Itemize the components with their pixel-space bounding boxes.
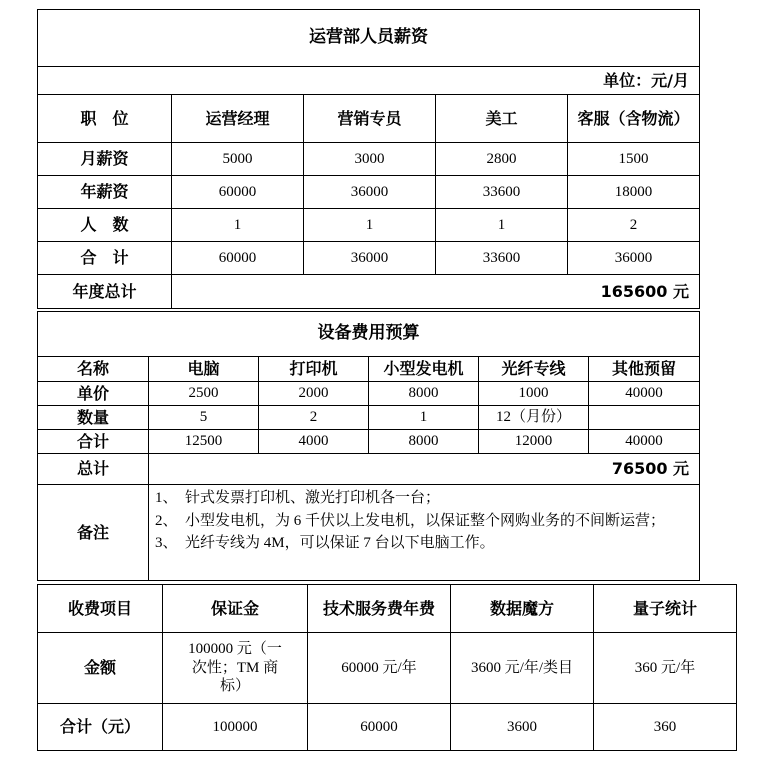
header-cell: 小型发电机 xyxy=(369,357,479,382)
equipment-total-value: 76500 元 xyxy=(149,454,700,485)
header-cell: 数据魔方 xyxy=(451,585,594,633)
table-row xyxy=(38,382,700,406)
equipment-title: 设备费用预算 xyxy=(38,312,700,357)
cell: 33600 xyxy=(436,176,568,209)
notes-content xyxy=(149,485,700,581)
cell: 36000 xyxy=(304,176,436,209)
cell: 2 xyxy=(259,406,369,430)
cell: 100000 xyxy=(163,704,308,751)
cell: 360 xyxy=(594,704,737,751)
note-item: 1、 针式发票打印机、激光打印机各一台； xyxy=(155,490,441,506)
cell: 60000 xyxy=(308,704,451,751)
cell: 1 xyxy=(436,209,568,242)
row-label: 人 数 xyxy=(38,209,172,242)
cell: 12（月份） xyxy=(479,406,589,430)
row-label: 单价 xyxy=(38,382,149,406)
header-cell: 技术服务费年费 xyxy=(308,585,451,633)
table-row xyxy=(38,176,700,209)
row-label: 月薪资 xyxy=(38,143,172,176)
unit-label: 单位：元/月 xyxy=(38,67,700,95)
cell: 12000 xyxy=(479,430,589,454)
cell: 1500 xyxy=(568,143,700,176)
equipment-total-label: 总计 xyxy=(38,454,149,485)
cell: 60000 xyxy=(172,242,304,275)
cell: 3000 xyxy=(304,143,436,176)
row-label: 年薪资 xyxy=(38,176,172,209)
header-cell: 保证金 xyxy=(163,585,308,633)
fees-table xyxy=(37,584,737,751)
header-cell: 名称 xyxy=(38,357,149,382)
table-row xyxy=(38,406,700,430)
notes-label: 备注 xyxy=(38,485,149,581)
header-cell: 美工 xyxy=(436,95,568,143)
note-item: 2、 小型发电机，为 6 千伏以上发电机，以保证整个网购业务的不间断运营； xyxy=(155,512,666,529)
cell: 1 xyxy=(304,209,436,242)
cell: 2000 xyxy=(259,382,369,406)
header-cell: 职 位 xyxy=(38,95,172,143)
row-label: 金额 xyxy=(38,633,163,704)
row-label: 合计（元） xyxy=(38,704,163,751)
cell: 60000 xyxy=(172,176,304,209)
cell: 8000 xyxy=(369,430,479,454)
table-row xyxy=(38,430,700,454)
header-cell: 运营经理 xyxy=(172,95,304,143)
row-label: 合 计 xyxy=(38,242,172,275)
cell: 36000 xyxy=(304,242,436,275)
cell: 4000 xyxy=(259,430,369,454)
cell: 40000 xyxy=(589,430,700,454)
cell: 36000 xyxy=(568,242,700,275)
header-cell: 光纤专线 xyxy=(479,357,589,382)
header-cell: 其他预留 xyxy=(589,357,700,382)
table-row xyxy=(38,704,737,751)
cell: 100000 元（一次性；TM 商标） xyxy=(163,633,308,704)
cell: 5000 xyxy=(172,143,304,176)
row-label: 合计 xyxy=(38,430,149,454)
table-row xyxy=(38,209,700,242)
table-row xyxy=(38,143,700,176)
annual-total-value: 165600 元 xyxy=(172,275,700,309)
salary-table xyxy=(37,9,700,309)
row-label: 数量 xyxy=(38,406,149,430)
cell: 2800 xyxy=(436,143,568,176)
cell: 40000 xyxy=(589,382,700,406)
cell: 2 xyxy=(568,209,700,242)
cell: 1000 xyxy=(479,382,589,406)
equipment-table xyxy=(37,311,700,581)
header-cell: 营销专员 xyxy=(304,95,436,143)
header-cell: 客服（含物流） xyxy=(568,95,700,143)
salary-title: 运营部人员薪资 xyxy=(38,10,700,67)
cell: 60000 元/年 xyxy=(308,633,451,704)
cell xyxy=(589,406,700,430)
cell: 8000 xyxy=(369,382,479,406)
header-cell: 量子统计 xyxy=(594,585,737,633)
header-cell: 收费项目 xyxy=(38,585,163,633)
cell: 2500 xyxy=(149,382,259,406)
annual-total-label: 年度总计 xyxy=(38,275,172,309)
header-cell: 打印机 xyxy=(259,357,369,382)
cell: 12500 xyxy=(149,430,259,454)
cell: 5 xyxy=(149,406,259,430)
table-row xyxy=(38,242,700,275)
cell: 3600 xyxy=(451,704,594,751)
cell: 33600 xyxy=(436,242,568,275)
cell: 3600 元/年/类目 xyxy=(451,633,594,704)
note-item: 3、 光纤专线为 4M，可以保证 7 台以下电脑工作。 xyxy=(155,535,495,551)
cell: 1 xyxy=(369,406,479,430)
cell: 1 xyxy=(172,209,304,242)
cell: 360 元/年 xyxy=(594,633,737,704)
cell: 18000 xyxy=(568,176,700,209)
table-row xyxy=(38,633,737,704)
header-cell: 电脑 xyxy=(149,357,259,382)
